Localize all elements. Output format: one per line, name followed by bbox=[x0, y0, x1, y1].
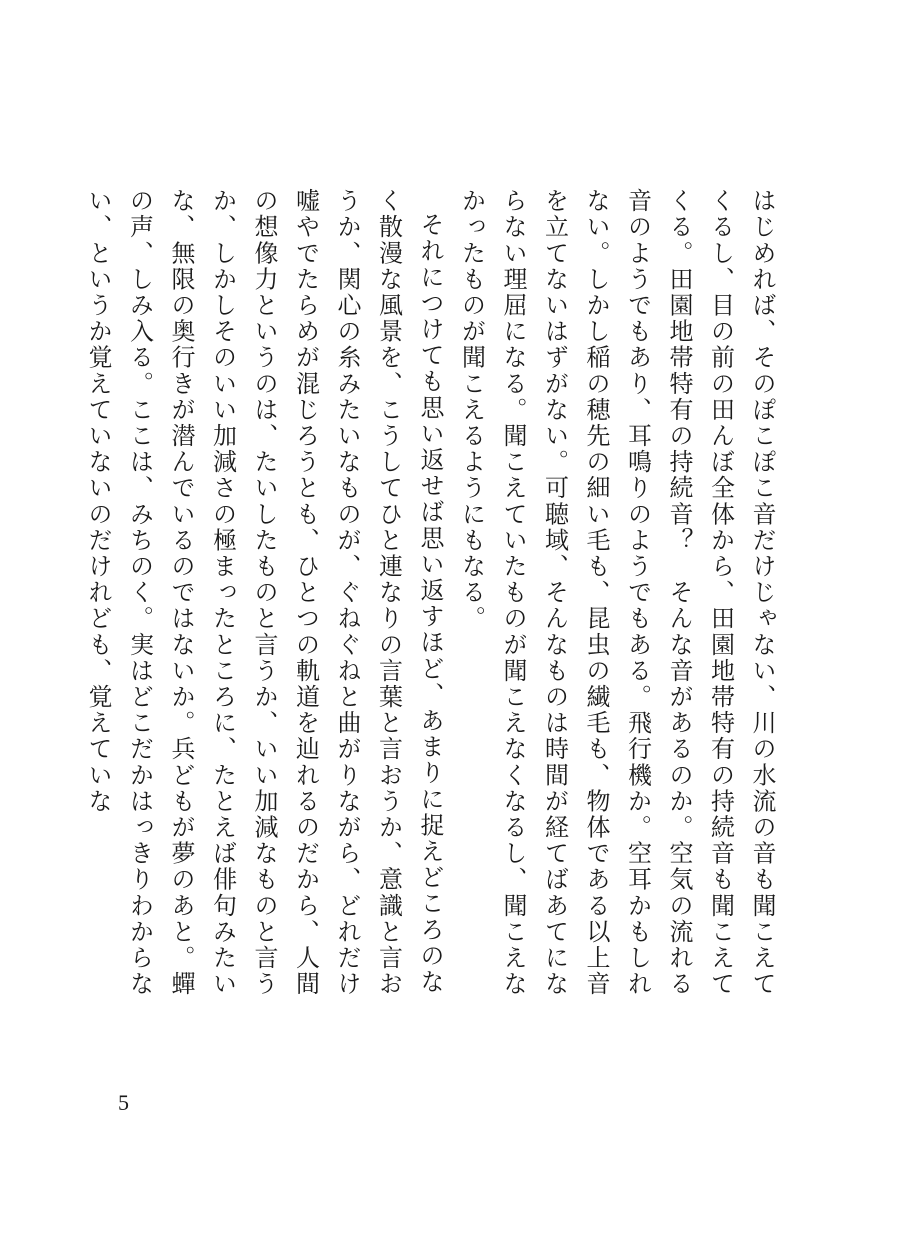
vertical-body-text bbox=[84, 188, 782, 1008]
paragraph-1: はじめれば、そのぽこぽこ音だけじゃない、川の水流の音も聞こえてくるし、目の前の田んぼ全体から、田園地帯特有の持続音も聞こえてくる。田園地帯特有の持続音？ そんな音があるのか。空気の流れる音のようでもあり、耳鳴りのようでもある。飛行機か。空耳かもしれない。しかし稲の穂先の細い毛も、昆虫の繊毛も、物体である以上音を立てないはずがない。可聴域、そんなものは時間が経てばあてにならない理屈になる。聞こえていたものが聞こえなくなるし、聞こえなかったものが聞こえるようにもなる。 bbox=[457, 188, 776, 998]
paragraph-2: それにつけても思い返せば思い返すほど、あまりに捉えどころのなく散漫な風景を、こうしてひと連なりの言葉と言おうか、意識と言おうか、関心の糸みたいなものが、ぐねぐねと曲がりながら、どれだけ嘘やでたらめが混じろうとも、ひとつの軌道を辿れるのだから、人間の想像力というのは、たいしたものと言うか、いい加減なものと言うか、しかしそのいい加減さの極まったところに、たとえば俳句みたいな、無限の奥行きが潜んでいるのではないか。兵どもが夢のあと。蟬の声、しみ入る。ここは、みちのく。実はどこだかはっきりわからない、というか覚えていないのだけれども、覚えていな bbox=[84, 188, 444, 998]
page-number: 5 bbox=[118, 1090, 129, 1115]
